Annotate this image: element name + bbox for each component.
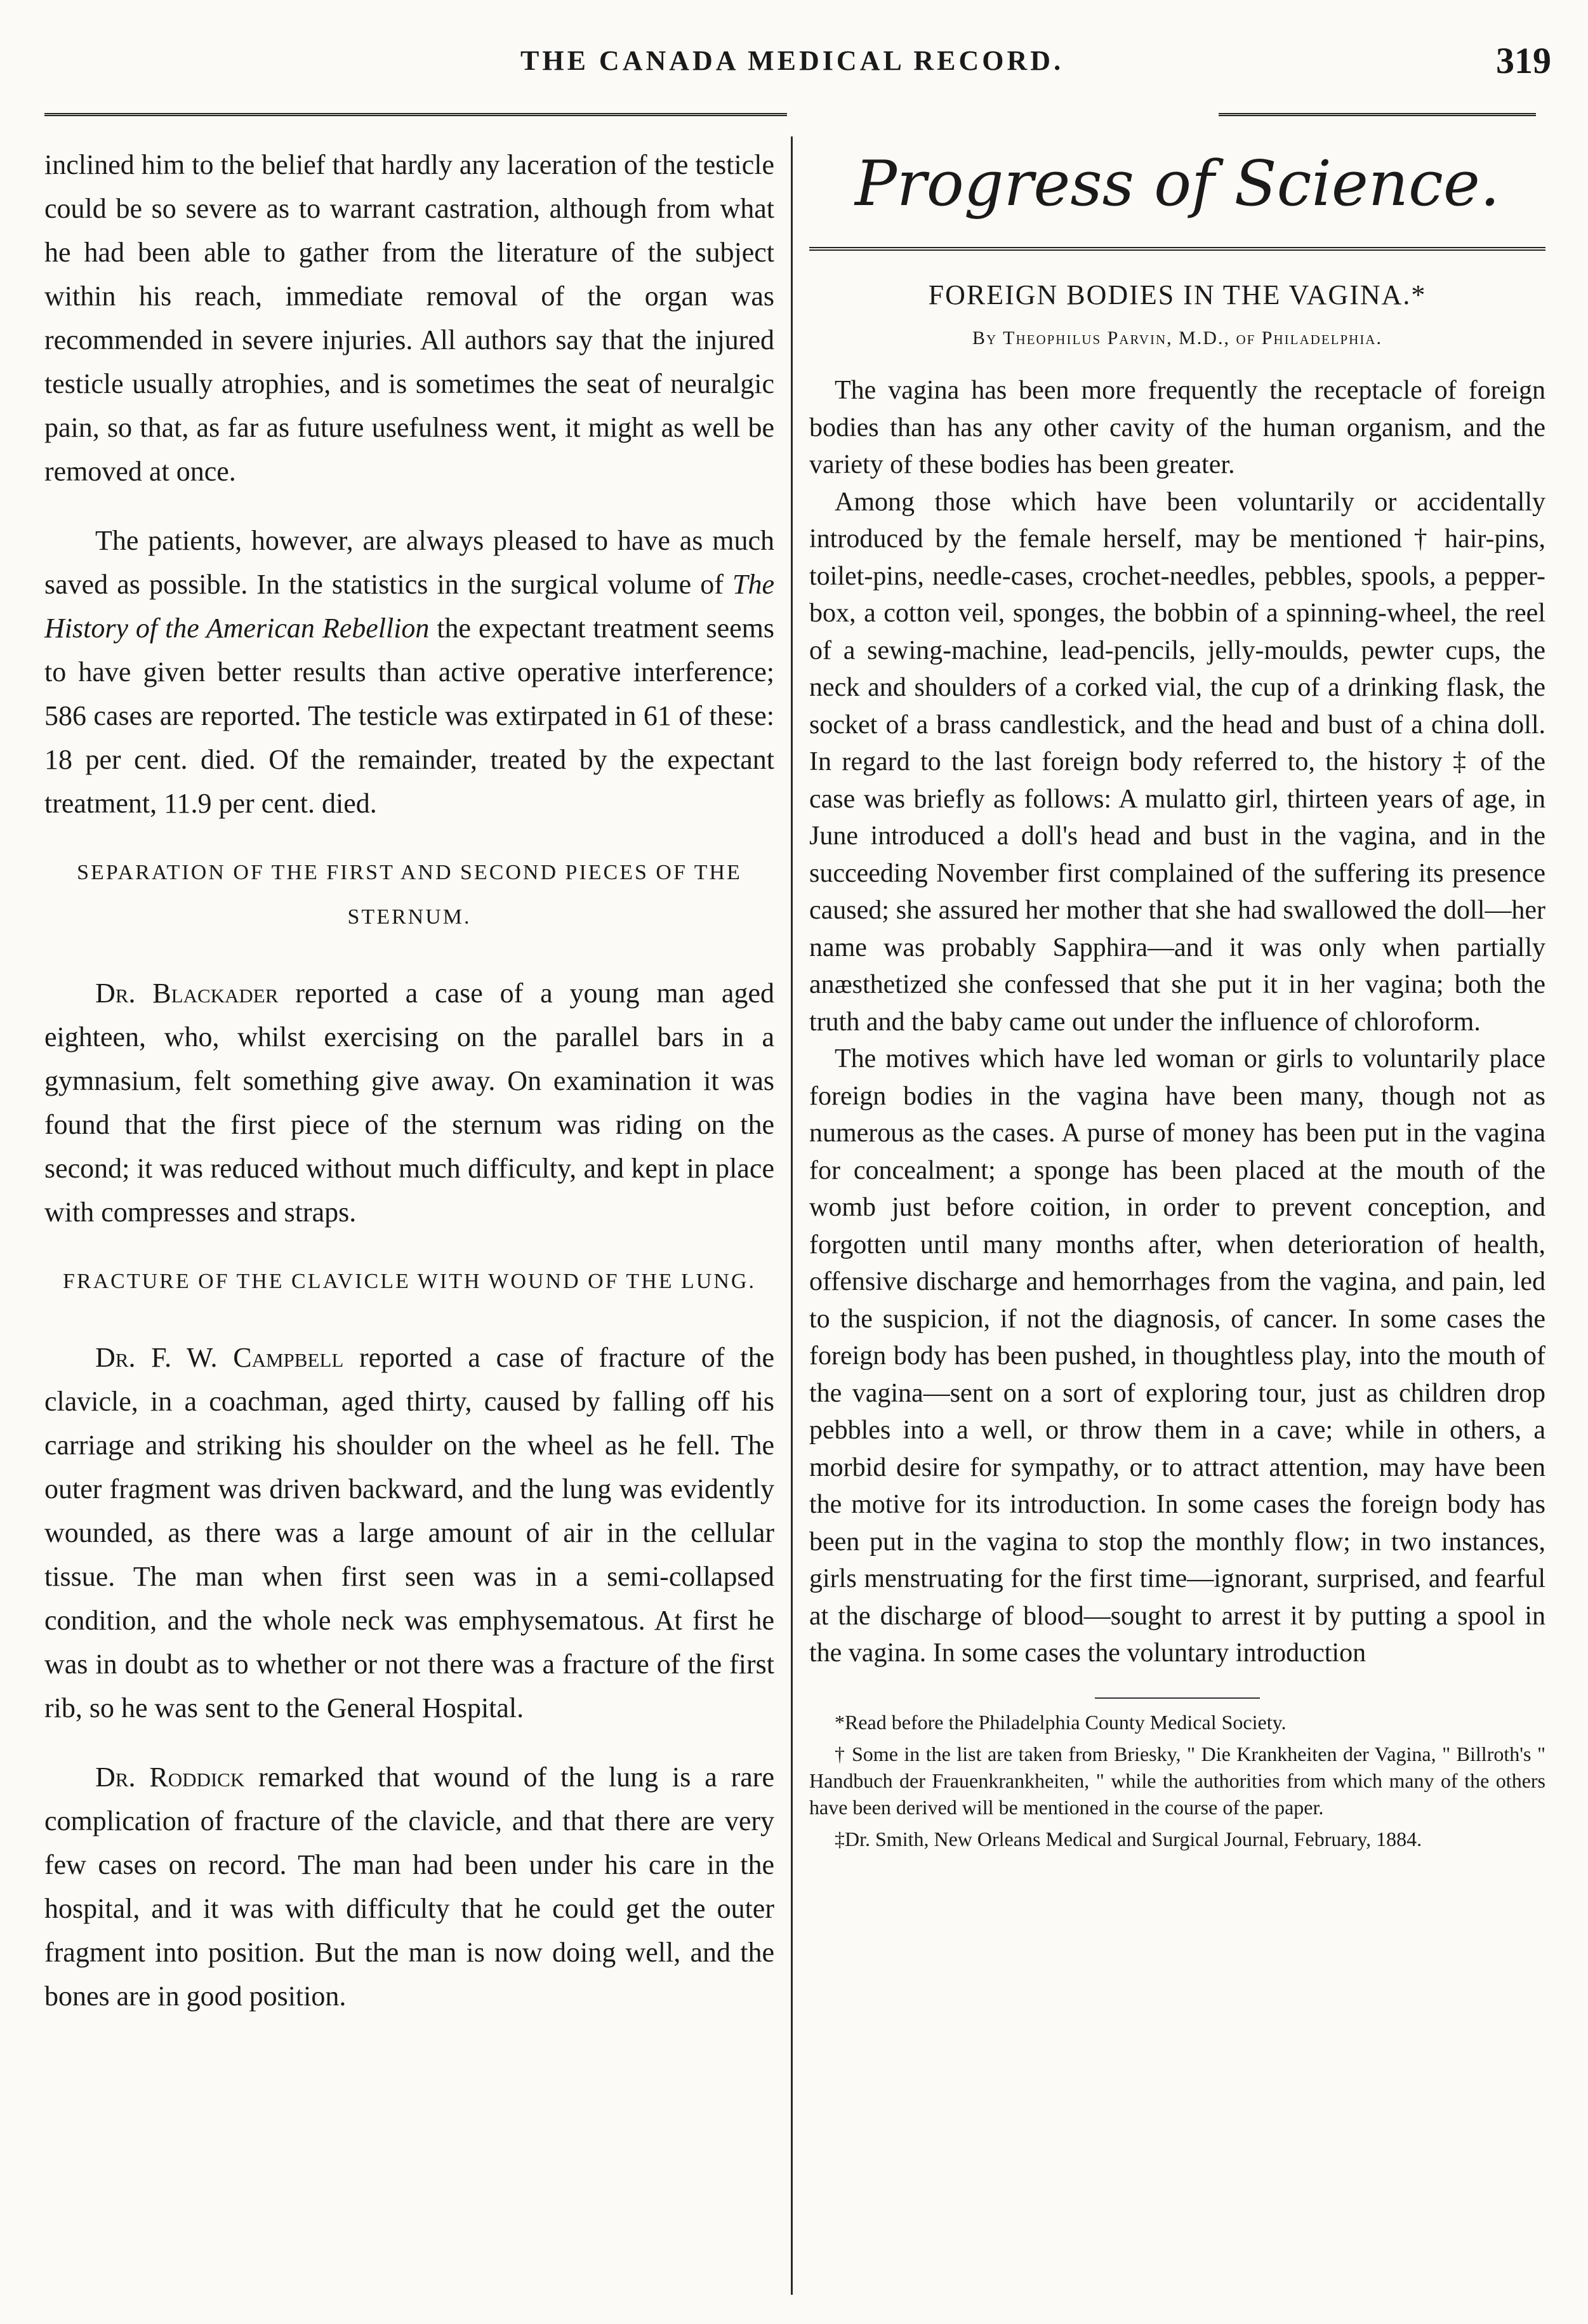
left-column: [44, 143, 774, 2043]
running-head: THE CANADA MEDICAL RECORD.: [520, 45, 1064, 76]
speaker-name: Dr. F. W. Campbell: [95, 1342, 344, 1373]
section-banner: Progress of Science.: [854, 148, 1500, 220]
right-column: [809, 143, 1545, 1857]
paragraph: [44, 1336, 774, 1730]
speaker-name: Dr. Blackader: [95, 978, 279, 1009]
paragraph-text: reported a case of a young man aged eighteen, who, whilst exercising on the parallel bars in a gymnasium, felt something give away. On examination it was found that the first piece of the sternum was riding on the second; it was reduced without much difficulty, and kept in place with compresses and straps.: [44, 978, 774, 1228]
paragraph-text: The patients, however, are always pleased to have as much saved as possible. In the statistics in the surgical volume of: [44, 525, 774, 600]
paragraph: [44, 519, 774, 825]
section-heading: FRACTURE OF THE CLAVICLE WITH WOUND OF THE LUNG.: [63, 1270, 756, 1293]
paragraph: Among those which have been voluntarily or accidentally introduced by the female herself, may be mentioned † hair-pins, toilet-pins, needle-cases, crochet-needles, pebbles, spools, a pepper-box, a cotton veil, sponges, the bobbin of a spinning-wheel, the reel of a sewing-machine, lead-pencils, jelly-moulds, pewter cups, the neck and shoulders of a corked vial, the cup of a drinking flask, the socket of a brass candlestick, and the head and bust of a china doll. In regard to the last foreign body referred to, the history ‡ of the case was briefly as follows: A mulatto girl, thirteen years of age, in June introduced a doll's head and bust in the vagina, and in the succeeding November first complained of the suffering its presence caused; she assured her mother that she had swallowed the doll—her name was probably Sapphira—and it was only when partially anæsthetized she confessed that she put it in her vagina; both the truth and the baby came out under the influence of chloroform.: [809, 487, 1545, 1037]
section-heading: SEPARATION OF THE FIRST AND SECOND PIECES OF THE STERNUM.: [77, 861, 742, 929]
paragraph-text: the expectant treatment seems to have given better results than active operative interference; 586 cases are reported. The testicle was extirpated in 61 of these: 18 per cent. died. Of the remainder, treated by the expectant treatment, 11.9 per cent. died.: [44, 613, 774, 819]
footnote: ‡Dr. Smith, New Orleans Medical and Surgical Journal, February, 1884.: [835, 1827, 1422, 1850]
article-byline: By Theophilus Parvin, M.D., of Philadelphia.: [972, 328, 1382, 349]
paragraph: The motives which have led woman or girls to voluntarily place foreign bodies in the vagina have been many, though not as numerous as the cases. A purse of money has been put in the vagina for concealment; a sponge has been placed at the mouth of the womb just before coition, in order to prevent conception, and forgotten until many months after, when deterioration of health, offensive discharge and hemorrhages from the vagina, and pain, led to the suspicion, if not the diagnosis, of cancer. In some cases the foreign body has been pushed, in thoughtless play, into the mouth of the vagina—sent on a sort of exploring tour, just as children drop pebbles into a well, or throw them in a cave; while in others, a morbid desire for sympathy, or to attract attention, may have been the motive for its introduction. In some cases the foreign body has been put in the vagina to stop the monthly flow; in two instances, girls menstruating for the first time—ignorant, surprised, and fearful at the discharge of blood—sought to arrest it by putting a spool in the vagina. In some cases the voluntary introduction: [809, 1044, 1545, 1668]
header-rule-right: [1219, 113, 1536, 119]
paragraph: inclined him to the belief that hardly any laceration of the testicle could be so severe as to warrant castration, although from what he had been able to gather from the literature of the subject within his reach, immediate removal of the organ was recommended in severe injuries. All authors say that the injured testicle usually atrophies, and is sometimes the seat of neuralgic pain, so that, as far as future usefulness went, it might as well be removed at once.: [44, 149, 774, 487]
paragraph-text: reported a case of fracture of the clavicle, in a coachman, aged thirty, caused by falling off his carriage and striking his shoulder on the wheel as he fell. The outer fragment was driven backward, and the lung was evidently wounded, as there was a large amount of air in the cellular tissue. The man when first seen was in a semi-collapsed condition, and the whole neck was emphysematous. At first he was in doubt as to whether or not there was a fracture of the first rib, so he was sent to the General Hospital.: [44, 1342, 775, 1723]
footnote: *Read before the Philadelphia County Medical Society.: [835, 1710, 1287, 1734]
article-title: FOREIGN BODIES IN THE VAGINA.*: [928, 279, 1427, 310]
footnote-rule: [1095, 1697, 1260, 1699]
paragraph: The vagina has been more frequently the receptacle of foreign bodies than has any other cavity of the human organism, and the variety of these bodies has been greater.: [809, 376, 1545, 479]
paragraph-text: remarked that wound of the lung is a rare complication of fracture of the clavicle, and that there are very few cases on record. The man had been under his care in the hospital, and it was with difficulty that he could get the outer fragment into position. But the man is now doing well, and the bones are in good position.: [44, 1762, 774, 2012]
page-number: 319: [1496, 40, 1551, 81]
banner-rule: [809, 247, 1545, 253]
header-rule-left: [44, 113, 787, 119]
page-header: [0, 0, 1588, 127]
speaker-name: Dr. Roddick: [95, 1762, 245, 1793]
footnote: † Some in the list are taken from Briesky, " Die Krankheiten der Vagina, " Billroth's " Handbuch der Frauenkrankheiten, " while the authorities from which many of the others have been derived will be mentioned in the course of the paper.: [809, 1742, 1545, 1819]
paragraph: [44, 1755, 774, 2018]
footnotes: [809, 1709, 1545, 1852]
book-title: The History of the American Rebellion: [44, 569, 774, 644]
paragraph: [44, 971, 774, 1234]
column-divider: [791, 136, 793, 2295]
